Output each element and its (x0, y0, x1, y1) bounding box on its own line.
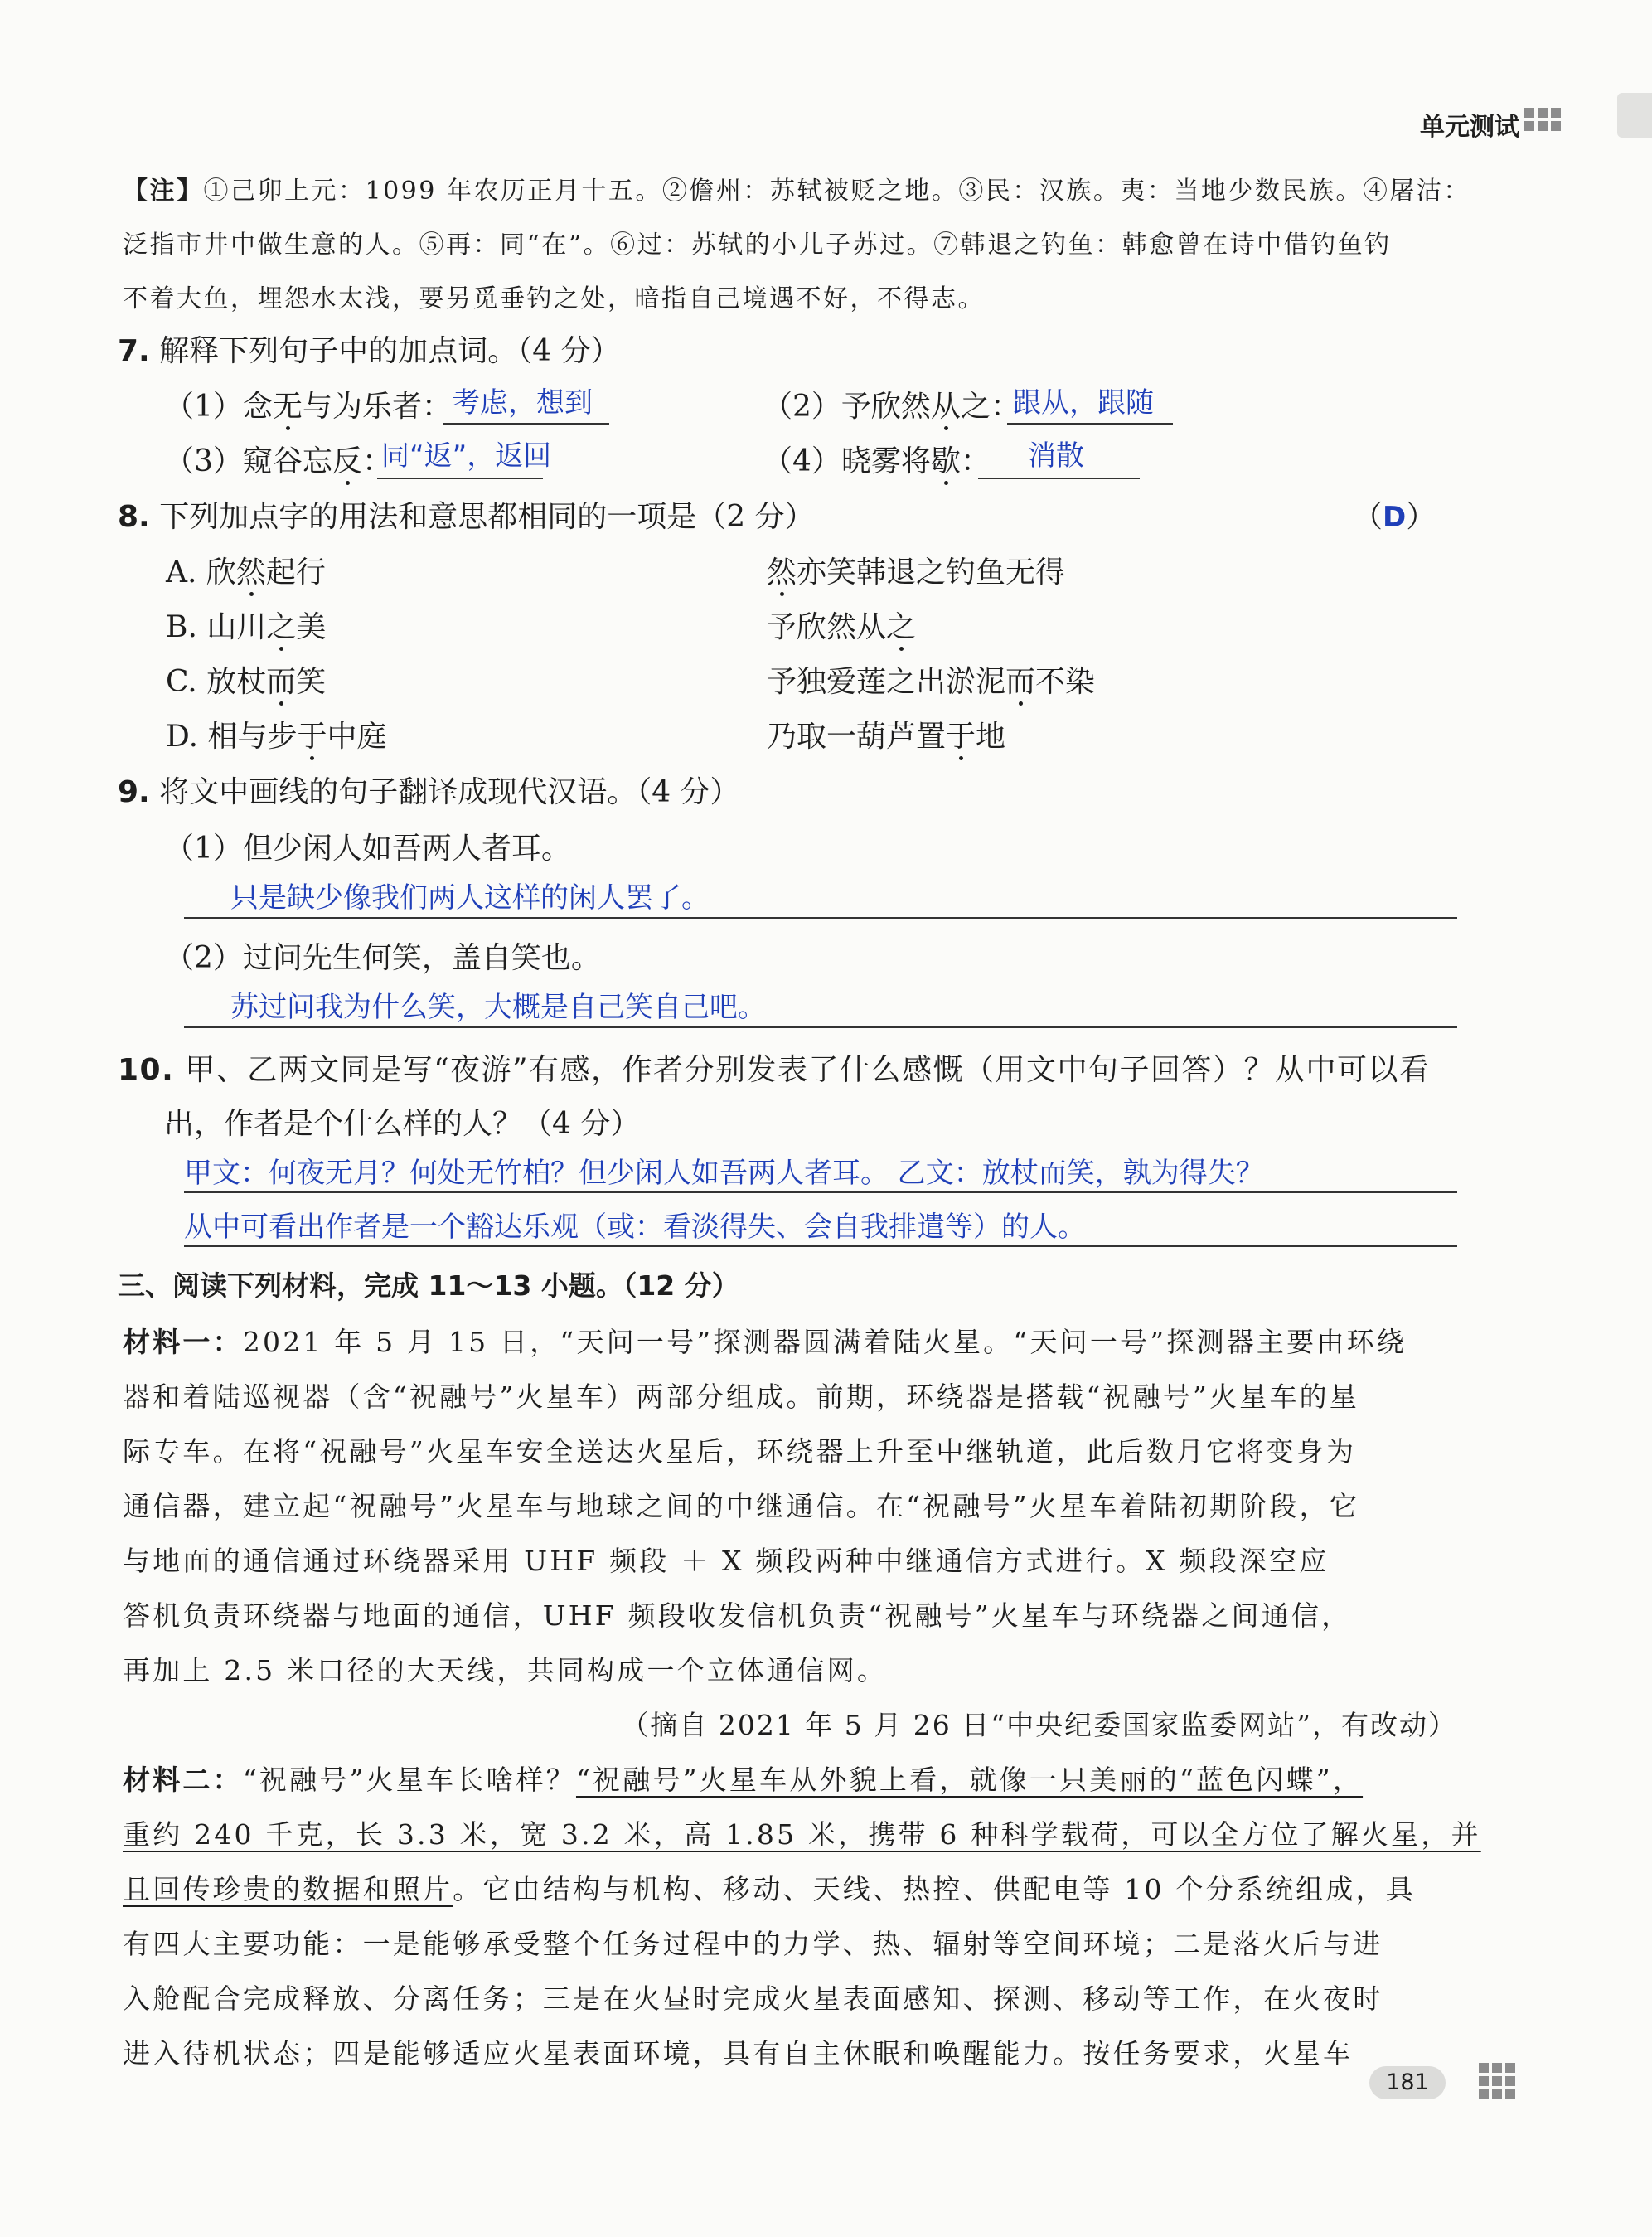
m1-line-5: 与地面的通信通过环绕器采用 UHF 频段 ＋ X 频段两种中继通信方式进行。X 频段深空应 (123, 1545, 1330, 1577)
m2-line-6: 进入待机状态；四是能够适应火星表面环境，具有自主休眠和唤醒能力。按任务要求，火星车 (123, 2037, 1354, 2070)
q9-answer-line-1 (184, 917, 1457, 919)
q10-answer-line-1 (184, 1191, 1457, 1193)
q8-option-a-compare: 然亦笑韩退之钓鱼无得 (767, 556, 1066, 590)
m1-line-4: 通信器，建立起“祝融号”火星车与地球之间的中继通信。在“祝融号”火星车着陆初期阶段，它 (123, 1490, 1360, 1522)
q7-stem: 7. 解释下列句子中的加点词。（4 分） (118, 334, 621, 368)
q8-option-c-compare: 予独爱莲之出淤泥而不染 (767, 665, 1096, 699)
q9-answer-2: 苏过问我为什么笑，大概是自己笑自己吧。 (230, 991, 766, 1024)
section3-title: 三、阅读下列材料，完成 11～13 小题。（12 分） (118, 1269, 739, 1302)
m1-line-2: 器和着陆巡视器（含“祝融号”火星车）两部分组成。前期，环绕器是搭载“祝融号”火星车的星 (123, 1381, 1360, 1413)
q9-answer-line-2 (184, 1026, 1457, 1028)
q9-stem: 9. 将文中画线的句子翻译成现代汉语。（4 分） (118, 775, 740, 809)
note-line-3: 不着大鱼，埋怨水太浅，要另觅垂钓之处，暗指自己境遇不好，不得志。 (123, 284, 985, 313)
q7-blank-2 (1007, 423, 1173, 425)
note-line-2: 泛指市井中做生意的人。⑤再：同“在”。⑥过：苏轼的小儿子苏过。⑦韩退之钓鱼：韩愈曾在诗中借钓鱼钓 (123, 230, 1392, 260)
q8-option-d-compare: 乃取一葫芦置于地 (767, 720, 1006, 754)
q7-blank-3 (377, 478, 543, 479)
q9-sentence-1: （1）但少闲人如吾两人者耳。 (164, 832, 571, 866)
q7-item-3: （3）窥谷忘反： (164, 444, 392, 478)
q7-item-1: （1）念无与为乐者： (164, 390, 452, 424)
m2-line-1: 材料二：“祝融号”火星车长啥样？“祝融号”火星车从外貌上看，就像一只美丽的“蓝色闪蝶”， (123, 1764, 1364, 1796)
m1-line-6: 答机负责环绕器与地面的通信，UHF 频段收发信机负责“祝融号”火星车与环绕器之间通信， (123, 1599, 1352, 1632)
m2-line-4: 有四大主要功能：一是能够承受整个任务过程中的力学、热、辐射等空间环境；二是落火后与进 (123, 1928, 1383, 1960)
q10-answer-2: 从中可看出作者是一个豁达乐观（或：看淡得失、会自我排遣等）的人。 (184, 1211, 1086, 1244)
q8-option-b-compare: 予欣然从之 (767, 610, 917, 644)
q10-answer-1: 甲文：何夜无月？何处无竹柏？但少闲人如吾两人者耳。 乙文：放杖而笑，孰为得失？ (184, 1157, 1264, 1190)
m1-source: （摘自 2021 年 5 月 26 日“中央纪委国家监委网站”，有改动） (621, 1709, 1457, 1741)
q10-answer-line-2 (184, 1245, 1457, 1247)
q7-blank-1 (443, 423, 609, 425)
q8-answer-bracket: （D） (1353, 500, 1436, 534)
q7-answer-3: 同“返”，返回 (381, 439, 552, 473)
q10-stem-2: 出，作者是个什么样的人？（4 分） (164, 1107, 641, 1141)
q7-answer-2: 跟从，跟随 (1013, 386, 1154, 420)
m2-line-5: 入舱配合完成释放、分离任务；三是在火昼时完成火星表面感知、探测、移动等工作，在火夜时 (123, 1982, 1383, 2015)
header-squares-icon (1524, 108, 1561, 131)
q7-blank-4 (978, 478, 1140, 479)
m1-label: 材料一： (123, 1326, 243, 1358)
note-line-1: 【注】①己卯上元：1099 年农历正月十五。②儋州：苏轼被贬之地。③民：汉族。夷：当地少数民族。④屠沽： (123, 177, 1470, 206)
q7-answer-4: 消散 (1028, 439, 1084, 473)
footer-squares-icon (1479, 2063, 1515, 2099)
q7-item-2: （2）予欣然从之： (763, 390, 1020, 424)
header-title: 单元测试 (1420, 113, 1519, 142)
q7-item-4: （4）晓雾将歇： (763, 444, 991, 478)
m2-line-3: 且回传珍贵的数据和照片。它由结构与机构、移动、天线、热控、供配电等 10 个分系统组成，具 (123, 1873, 1416, 1905)
q8-stem: 8. 下列加点字的用法和意思都相同的一项是（2 分） (118, 500, 815, 534)
q9-answer-1: 只是缺少像我们两人这样的闲人罢了。 (230, 881, 710, 915)
m2-line-2: 重约 240 千克，长 3.3 米，宽 3.2 米，高 1.85 米，携带 6 种科学载荷，可以全方位了解火星，并 (123, 1818, 1481, 1851)
q8-option-b: B. 山川之美 (166, 610, 327, 644)
q8-option-c: C. 放杖而笑 (166, 665, 327, 699)
note-label: 【注】 (123, 177, 204, 206)
q9-sentence-2: （2）过问先生何笑，盖自笑也。 (164, 941, 601, 975)
q8-option-d: D. 相与步于中庭 (166, 720, 387, 754)
m2-label: 材料二： (123, 1764, 243, 1796)
q8-option-a: A. 欣然起行 (166, 556, 326, 590)
page-edge-tab (1617, 93, 1652, 138)
m1-line-3: 际专车。在将“祝融号”火星车安全送达火星后，环绕器上升至中继轨道，此后数月它将变身为 (123, 1435, 1357, 1468)
m1-line-7: 再加上 2.5 米口径的大天线，共同构成一个立体通信网。 (123, 1654, 888, 1686)
q8-answer: D (1383, 501, 1407, 534)
m1-line-1: 材料一：2021 年 5 月 15 日，“天问一号”探测器圆满着陆火星。“天问一号”探测器主要由环绕 (123, 1326, 1407, 1358)
q7-answer-1: 考虑，想到 (452, 386, 593, 420)
q10-stem-1: 10. 甲、乙两文同是写“夜游”有感，作者分别发表了什么感慨（用文中句子回答）？从中可以看 (118, 1053, 1431, 1087)
page-number: 181 (1369, 2066, 1446, 2099)
